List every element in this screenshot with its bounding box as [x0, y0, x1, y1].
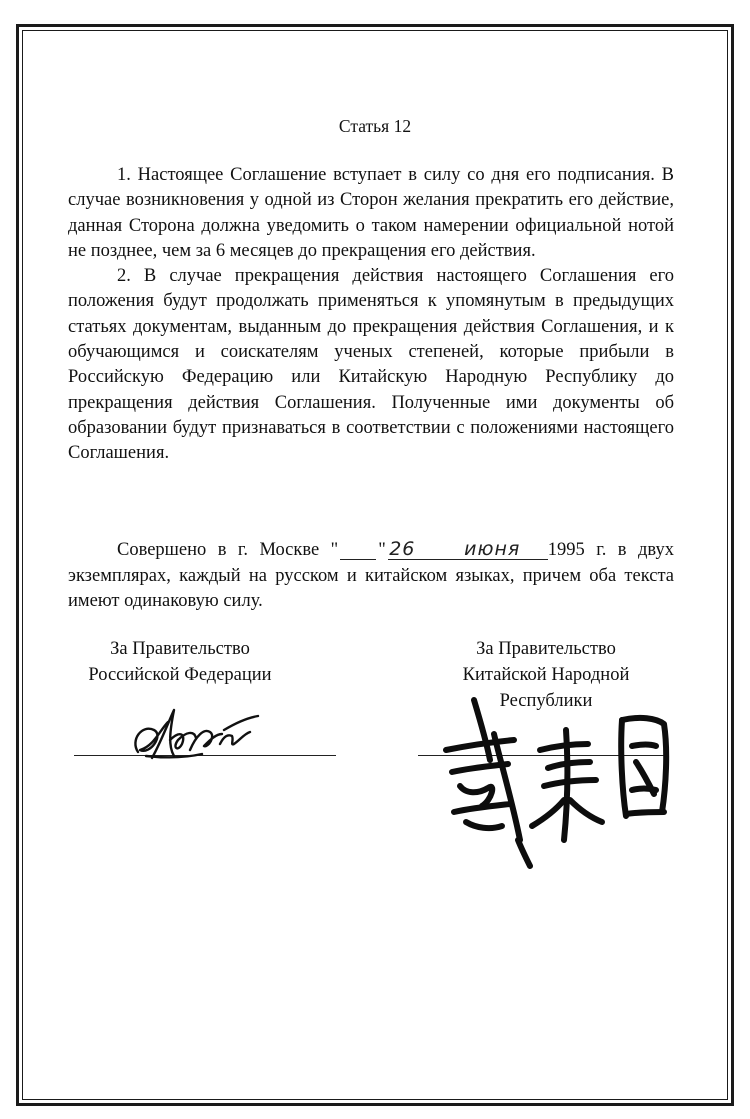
paragraph-2: 2. В случае прекращения действия настоящего Соглашения его положения будут продолжать применяться к упомянутым в предыдущих статьях документам, выданным до прекращения действия Соглашения, и к обучающимся и соискателям ученых степеней, которые прибыли в Российскую Федерацию или Китайскую Народную Республику до прекращения действия Соглашения. Полученные ими документы об образовании будут признаваться в соответствии с положениями настоящего Соглашения.	[68, 266, 674, 464]
signatory-left-line1: За Правительство	[110, 639, 250, 659]
signature-left-handwritten	[124, 700, 264, 770]
signatory-left-line2: Российской Федерации	[88, 665, 272, 685]
article-title: Статья 12	[338, 116, 412, 136]
conclusion-prefix: Совершено в г. Москве "	[117, 540, 339, 560]
conclusion-paragraph	[68, 538, 674, 615]
conclusion-quote: "	[378, 540, 386, 560]
handwritten-month: июня	[388, 539, 548, 560]
handwritten-day: 26	[340, 539, 376, 560]
signature-right-handwritten	[436, 690, 676, 870]
article-body	[68, 163, 674, 467]
signatory-left	[60, 636, 300, 688]
signatory-right-line1: За Правительство	[476, 639, 616, 659]
paragraph-1: 1. Настоящее Соглашение вступает в силу со дня его подписания. В случае возникновения у одной из Сторон желания прекратить его действие, данная Сторона должна уведомить о таком намерении официальной нотой не позднее, чем за 6 месяцев до прекращения его действия.	[68, 165, 674, 261]
signatory-right-line2: Китайской Народной	[462, 665, 630, 685]
conclusion-suffix: 1995 г. в двух экземплярах, каждый на русском и китайском языках, причем оба текста имеют одинаковую силу.	[68, 540, 674, 612]
signatory-right-line3: Республики	[499, 691, 593, 711]
